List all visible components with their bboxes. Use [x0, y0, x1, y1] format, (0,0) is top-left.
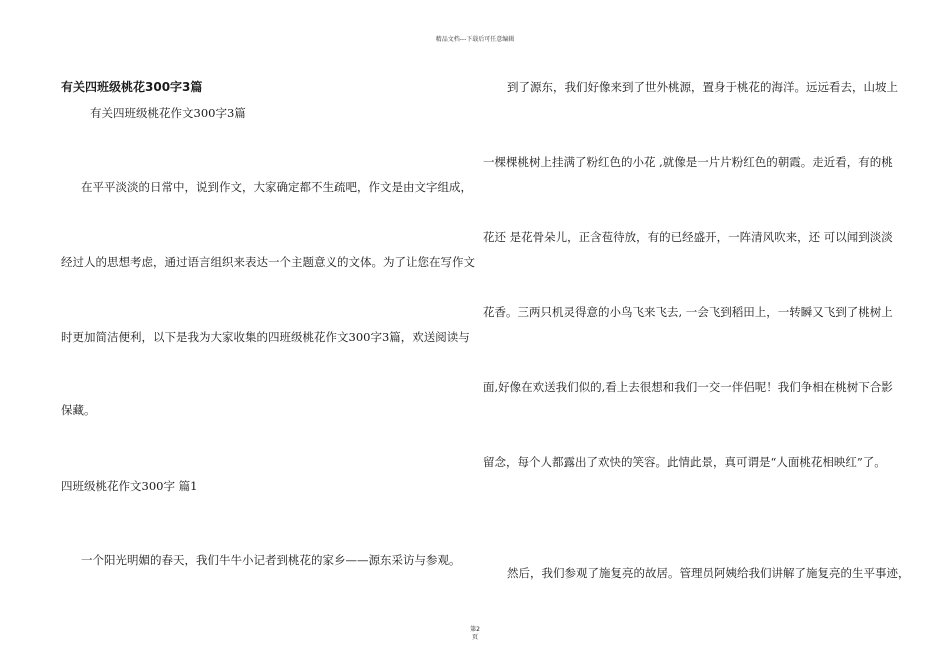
paragraph-line: 经过人的思想考虑，通过语言组织来表达一个主题意义的文体。为了让您在写作文: [61, 255, 475, 269]
paragraph-line: 花香。三两只机灵得意的小鸟飞来飞去, 一会飞到稻田上，一转瞬又飞到了桃树上: [483, 305, 893, 319]
section-heading: 四班级桃花作文300字 篇1: [61, 479, 198, 493]
paragraph-line: 时更加简洁便利，以下是我为大家收集的四班级桃花作文300字3篇，欢送阅读与: [61, 330, 470, 344]
page-unit: 页: [471, 634, 478, 641]
paragraph-line: 花还 是花骨朵儿，正含苞待放，有的已经盛开，一阵清风吹来，还 可以闻到淡淡: [483, 230, 893, 244]
paragraph-line: 到了源东，我们好像来到了世外桃源，置身于桃花的海洋。远远看去，山坡上: [507, 80, 898, 94]
paragraph-line: 在平平淡淡的日常中，说到作文，大家确定都不生疏吧，作文是由文字组成，: [81, 180, 472, 194]
paragraph-line: 面,好像在欢送我们似的,看上去很想和我们一交一伴侣呢！我们争相在桃树下合影: [483, 380, 893, 394]
paragraph-line: 一个阳光明媚的春天，我们牛牛小记者到桃花的家乡——源东采访与参观。: [81, 553, 461, 567]
page-header: 精品文档---下载后可任意编辑: [435, 36, 515, 43]
paragraph-line: 保藏。: [61, 403, 96, 417]
paragraph-line: 一棵棵桃树上挂满了粉红色的小花 ,就像是一片片粉红色的朝霞。走近看，有的桃: [483, 155, 893, 169]
article-title: 有关四班级桃花300字3篇: [61, 80, 203, 94]
page-number: 第2: [470, 626, 480, 633]
article-subtitle: 有关四班级桃花作文300字3篇: [90, 106, 246, 120]
paragraph-line: 留念，每个人都露出了欢快的笑容。此情此景，真可谓是“人面桃花相映红”了。: [483, 455, 886, 469]
paragraph-line: 然后，我们参观了施复亮的故居。管理员阿姨给我们讲解了施复亮的生平事迹，: [507, 566, 910, 580]
